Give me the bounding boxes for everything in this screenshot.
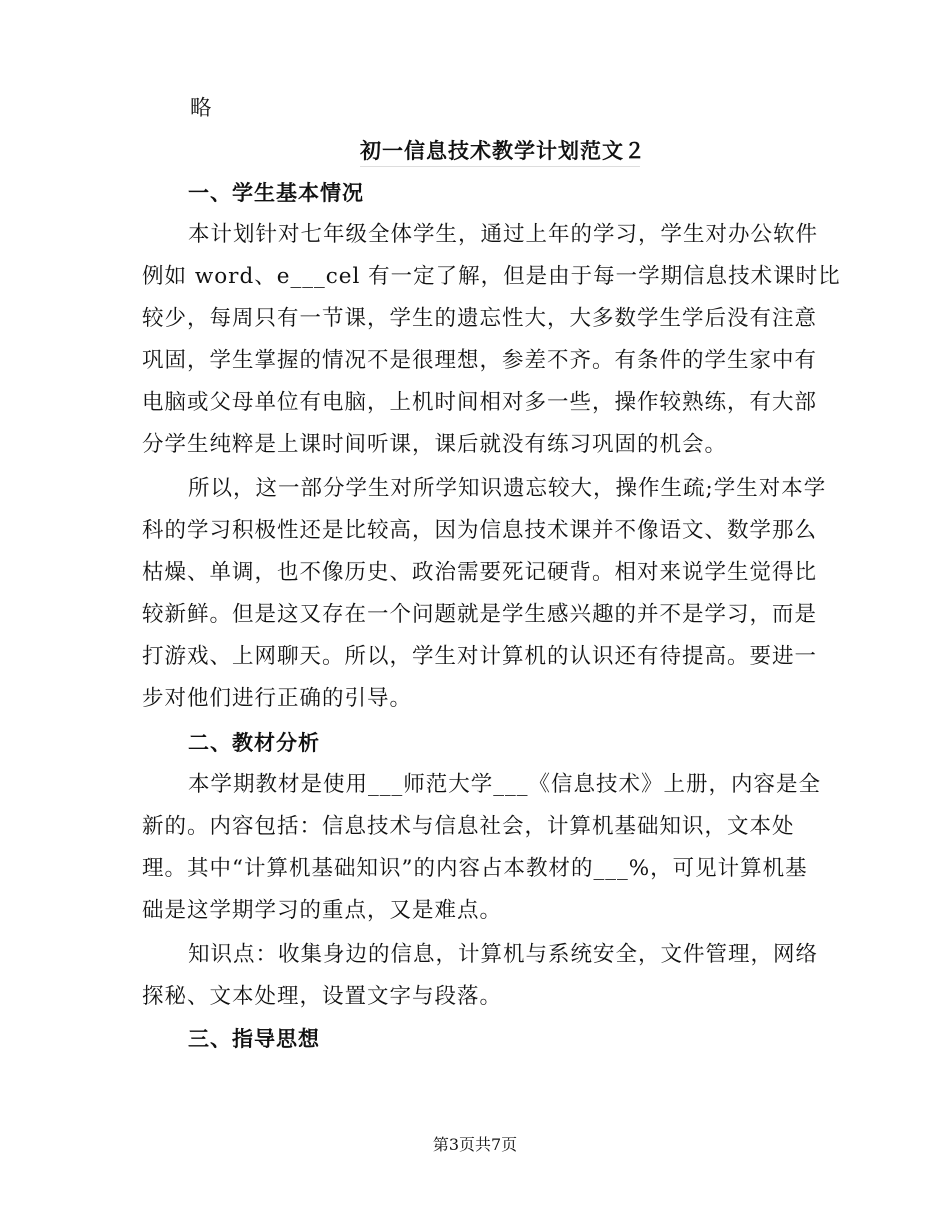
- top-note: 略: [190, 96, 213, 121]
- paragraph-line: 打游戏、上网聊天。所以，学生对计算机的认识还有待提高。要进一: [142, 644, 818, 669]
- section-heading-2: 二、教材分析: [188, 731, 320, 755]
- page-title: 初一信息技术教学计划范文２: [360, 136, 640, 167]
- section-heading-1: 一、学生基本情况: [188, 181, 364, 205]
- paragraph-line: 枯燥、单调，也不像历史、政治需要死记硬背。相对来说学生觉得比: [142, 560, 818, 585]
- paragraph-line: 理。其中“计算机基础知识”的内容占本教材的___%，可见计算机基: [142, 856, 808, 881]
- paragraph-line: 本计划针对七年级全体学生，通过上年的学习，学生对办公软件: [188, 222, 819, 247]
- paragraph-line: 分学生纯粹是上课时间听课，课后就没有练习巩固的机会。: [142, 432, 728, 457]
- paragraph-line: 探秘、文本处理，设置文字与段落。: [142, 984, 503, 1009]
- page-footer: 第3页共7页: [432, 1135, 518, 1154]
- paragraph-line: 电脑或父母单位有电脑，上机时间相对多一些，操作较熟练，有大部: [142, 390, 818, 415]
- paragraph-line: 新的。内容包括：信息技术与信息社会，计算机基础知识，文本处: [142, 814, 795, 839]
- paragraph-line: 础是这学期学习的重点，又是难点。: [142, 898, 503, 923]
- paragraph-line: 本学期教材是使用___师范大学___《信息技术》上册，内容是全: [188, 772, 822, 797]
- paragraph-line: 例如 word、e___cel 有一定了解，但是由于每一学期信息技术课时比: [142, 264, 841, 289]
- paragraph-line: 较少，每周只有一节课，学生的遗忘性大，大多数学生学后没有注意: [142, 306, 818, 331]
- paragraph-line: 巩固，学生掌握的情况不是很理想，参差不齐。有条件的学生家中有: [142, 348, 818, 373]
- paragraph-line: 知识点：收集身边的信息，计算机与系统安全，文件管理，网络: [188, 942, 819, 967]
- paragraph-line: 科的学习积极性还是比较高，因为信息技术课并不像语文、数学那么: [142, 518, 818, 543]
- paragraph-line: 所以，这一部分学生对所学知识遗忘较大，操作生疏;学生对本学: [188, 476, 827, 501]
- section-heading-3: 三、指导思想: [188, 1027, 320, 1051]
- paragraph-line: 步对他们进行正确的引导。: [142, 686, 413, 711]
- paragraph-line: 较新鲜。但是这又存在一个问题就是学生感兴趣的并不是学习，而是: [142, 602, 818, 627]
